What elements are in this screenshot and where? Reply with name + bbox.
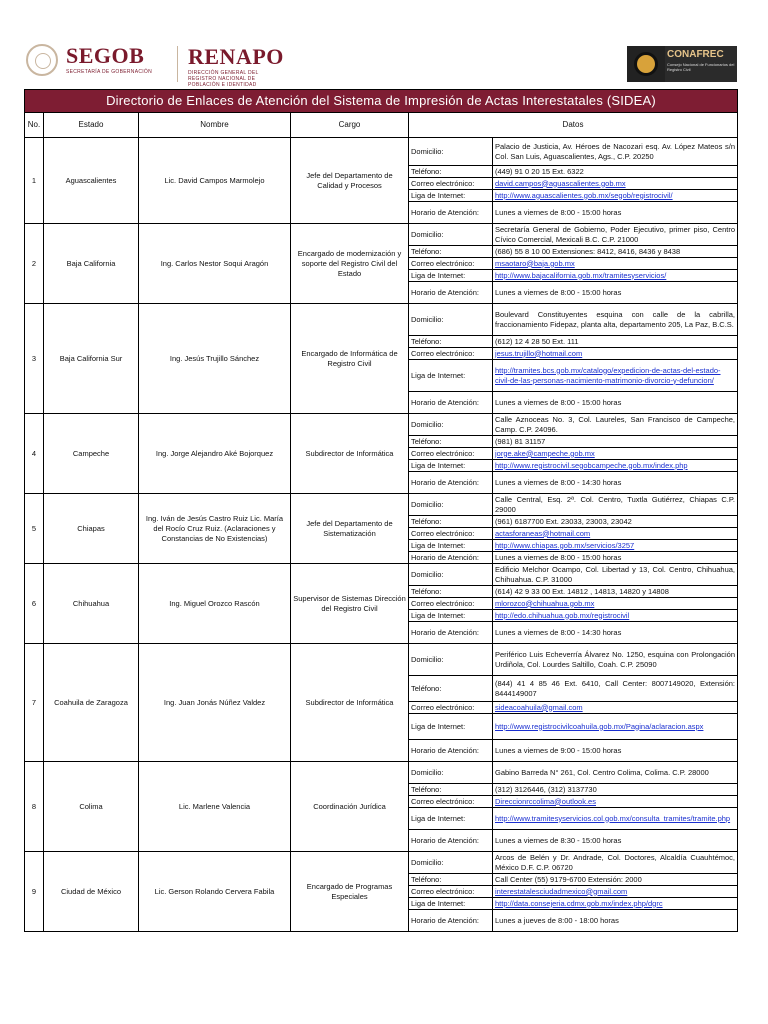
domicilio-value: Arcos de Belén y Dr. Andrade, Col. Doctores, Alcaldía Cuauhtémoc, México D.F. C.P. 06720 xyxy=(493,852,738,874)
telefono-label: Teléfono: xyxy=(409,784,493,796)
correo-label: Correo electrónico: xyxy=(409,702,493,714)
role-cell: Jefe del Departamento de Calidad y Procesos xyxy=(291,138,409,224)
table-row xyxy=(25,304,738,336)
domicilio-label: Domicilio: xyxy=(409,138,493,166)
table-row xyxy=(25,224,738,246)
domicilio-value: Boulevard Constituyentes esquina con calle de la cabrilla, fraccionamiento Fidepaz, planta alta, departamento 205, La Paz, B.C.S. xyxy=(493,304,738,336)
correo-label: Correo electrónico: xyxy=(409,178,493,190)
website-link[interactable]: http://data.consejeria.cdmx.gob.mx/index.php/dgrc xyxy=(495,898,663,908)
telefono-label: Teléfono: xyxy=(409,246,493,258)
telefono-label: Teléfono: xyxy=(409,586,493,598)
website-link[interactable]: http://www.registrocivil.segobcampeche.gob.mx/index.php xyxy=(495,460,688,470)
row-number: 8 xyxy=(25,762,44,852)
telefono-value: (844) 41 4 85 46 Ext. 6410, Call Center: 8007149020, Extensión: 8444149007 xyxy=(493,676,738,702)
telefono-value: (612) 12 4 28 50 Ext. 111 xyxy=(493,336,738,348)
domicilio-label: Domicilio: xyxy=(409,644,493,676)
domicilio-label: Domicilio: xyxy=(409,852,493,874)
telefono-value: (686) 55 8 10 00 Extensiones: 8412, 8416, 8436 y 8438 xyxy=(493,246,738,258)
conafrec-name: CONAFREC xyxy=(667,49,724,60)
table-row xyxy=(25,762,738,784)
state-cell: Baja California Sur xyxy=(44,304,139,414)
table-row xyxy=(25,138,738,166)
horario-label: Horario de Atención: xyxy=(409,392,493,414)
table-body xyxy=(25,138,738,932)
horario-label: Horario de Atención: xyxy=(409,282,493,304)
domicilio-label: Domicilio: xyxy=(409,414,493,436)
email-link[interactable]: actasforaneas@hotmail.com xyxy=(495,528,591,538)
email-link[interactable]: mlorozco@chihuahua.gob.mx xyxy=(495,598,595,608)
name-cell: Lic. Gerson Rolando Cervera Fabila xyxy=(139,852,291,932)
correo-value xyxy=(493,886,738,898)
correo-value xyxy=(493,178,738,190)
liga-label: Liga de Internet: xyxy=(409,808,493,830)
telefono-value: (961) 6187700 Ext. 23033, 23003, 23042 xyxy=(493,516,738,528)
column-header-no: No. xyxy=(25,113,44,138)
row-number: 2 xyxy=(25,224,44,304)
telefono-label: Teléfono: xyxy=(409,676,493,702)
domicilio-label: Domicilio: xyxy=(409,304,493,336)
horario-value: Lunes a viernes de 8:00 - 14:30 horas xyxy=(493,622,738,644)
telefono-label: Teléfono: xyxy=(409,874,493,886)
role-cell: Subdirector de Informática xyxy=(291,414,409,494)
horario-label: Horario de Atención: xyxy=(409,552,493,564)
row-number: 4 xyxy=(25,414,44,494)
conafrec-subtitle: Consejo Nacional de Funcionarios del Registro Civil xyxy=(667,62,735,72)
website-link[interactable]: http://www.tramitesyservicios.col.gob.mx/consulta_tramites/tramite.php xyxy=(495,813,731,823)
state-cell: Aguascalientes xyxy=(44,138,139,224)
renapo-subtitle: DIRECCIÓN GENERAL DEL REGISTRO NACIONAL DE POBLACIÓN E IDENTIDAD xyxy=(188,70,259,88)
liga-label: Liga de Internet: xyxy=(409,898,493,910)
liga-value xyxy=(493,610,738,622)
correo-label: Correo electrónico: xyxy=(409,258,493,270)
liga-value xyxy=(493,540,738,552)
liga-value xyxy=(493,360,738,392)
role-cell: Jefe del Departamento de Sistematización xyxy=(291,494,409,564)
correo-value xyxy=(493,258,738,270)
directory-table xyxy=(24,89,738,932)
website-link[interactable]: http://www.bajacalifornia.gob.mx/tramitesyservicios/ xyxy=(495,270,667,280)
name-cell: Ing. Jesús Trujillo Sánchez xyxy=(139,304,291,414)
email-link[interactable]: sideacoahuila@gmail.com xyxy=(495,702,583,712)
row-number: 1 xyxy=(25,138,44,224)
telefono-value: (614) 42 9 33 00 Ext. 14812 , 14813, 14820 y 14808 xyxy=(493,586,738,598)
liga-label: Liga de Internet: xyxy=(409,460,493,472)
liga-value xyxy=(493,460,738,472)
domicilio-value: Gabino Barreda N° 261, Col. Centro Colima, Colima. C.P. 28000 xyxy=(493,762,738,784)
name-cell: Lic. David Campos Marmolejo xyxy=(139,138,291,224)
horario-value: Lunes a viernes de 8:00 - 15:00 horas xyxy=(493,202,738,224)
correo-value xyxy=(493,348,738,360)
email-link[interactable]: jorge.ake@campeche.gob.mx xyxy=(495,448,595,458)
table-row xyxy=(25,644,738,676)
telefono-value: Call Center (55) 9179-6700 Extensión: 2000 xyxy=(493,874,738,886)
role-cell: Encargado de modernización y soporte del Registro Civil del Estado xyxy=(291,224,409,304)
table-title: Directorio de Enlaces de Atención del Sistema de Impresión de Actas Interestatales (SIDEA) xyxy=(25,90,738,113)
role-cell: Encargado de Programas Especiales xyxy=(291,852,409,932)
name-cell: Ing. Juan Jonás Núñez Valdez xyxy=(139,644,291,762)
row-number: 5 xyxy=(25,494,44,564)
liga-value xyxy=(493,190,738,202)
state-cell: Chihuahua xyxy=(44,564,139,644)
telefono-label: Teléfono: xyxy=(409,166,493,178)
website-link[interactable]: http://www.registrocivilcoahuila.gob.mx/Pagina/aclaracion.aspx xyxy=(495,721,704,731)
email-link[interactable]: msaotaro@baja.gob.mx xyxy=(495,258,575,268)
horario-value: Lunes a viernes de 8:30 - 15:00 horas xyxy=(493,830,738,852)
email-link[interactable]: david.campos@aguascalientes.gob.mx xyxy=(495,178,626,188)
website-link[interactable]: http://edo.chihuahua.gob.mx/registrocivil xyxy=(495,610,630,620)
state-cell: Chiapas xyxy=(44,494,139,564)
telefono-label: Teléfono: xyxy=(409,336,493,348)
name-cell: Ing. Miguel Orozco Rascón xyxy=(139,564,291,644)
telefono-value: (449) 91 0 20 15 Ext. 6322 xyxy=(493,166,738,178)
row-number: 9 xyxy=(25,852,44,932)
state-cell: Campeche xyxy=(44,414,139,494)
liga-label: Liga de Internet: xyxy=(409,610,493,622)
horario-value: Lunes a viernes de 8:00 - 14:30 horas xyxy=(493,472,738,494)
name-cell: Ing. Iván de Jesús Castro Ruiz Lic. María del Rocío Cruz Ruiz. (Aclaraciones y Constancias de No Existencias) xyxy=(139,494,291,564)
national-seal-icon xyxy=(26,44,58,76)
domicilio-label: Domicilio: xyxy=(409,494,493,516)
correo-label: Correo electrónico: xyxy=(409,796,493,808)
liga-label: Liga de Internet: xyxy=(409,190,493,202)
logo-divider xyxy=(177,46,178,82)
correo-label: Correo electrónico: xyxy=(409,598,493,610)
row-number: 3 xyxy=(25,304,44,414)
horario-value: Lunes a jueves de 8:00 - 18:00 horas xyxy=(493,910,738,932)
horario-label: Horario de Atención: xyxy=(409,202,493,224)
column-header-estado: Estado xyxy=(44,113,139,138)
table-row xyxy=(25,414,738,436)
segob-subtitle: SECRETARÍA DE GOBERNACIÓN xyxy=(66,69,153,75)
telefono-value: (981) 81 31157 xyxy=(493,436,738,448)
role-cell: Supervisor de Sistemas Dirección del Registro Civil xyxy=(291,564,409,644)
liga-label: Liga de Internet: xyxy=(409,360,493,392)
state-cell: Colima xyxy=(44,762,139,852)
table-row xyxy=(25,564,738,586)
name-cell: Lic. Marlene Valencia xyxy=(139,762,291,852)
website-link[interactable]: http://www.chiapas.gob.mx/servicios/3257 xyxy=(495,540,635,550)
correo-label: Correo electrónico: xyxy=(409,528,493,540)
telefono-label: Teléfono: xyxy=(409,516,493,528)
header-logos xyxy=(0,0,768,88)
domicilio-label: Domicilio: xyxy=(409,564,493,586)
liga-label: Liga de Internet: xyxy=(409,270,493,282)
role-cell: Encargado de Informática de Registro Civil xyxy=(291,304,409,414)
horario-label: Horario de Atención: xyxy=(409,830,493,852)
horario-label: Horario de Atención: xyxy=(409,740,493,762)
segob-name: SEGOB xyxy=(66,43,145,68)
domicilio-value: Calle Aznoceas No. 3, Col. Laureles, San Francisco de Campeche, Camp. C.P. 24096. xyxy=(493,414,738,436)
email-link[interactable]: Direccionrccolima@outlook.es xyxy=(495,796,596,806)
role-cell: Subdirector de Informática xyxy=(291,644,409,762)
liga-value xyxy=(493,714,738,740)
horario-label: Horario de Atención: xyxy=(409,910,493,932)
domicilio-label: Domicilio: xyxy=(409,224,493,246)
column-header-cargo: Cargo xyxy=(291,113,409,138)
domicilio-value: Calle Central, Esq. 2ª. Col. Centro, Tuxtla Gutiérrez, Chiapas C.P. 29000 xyxy=(493,494,738,516)
email-link[interactable]: jesus.trujillo@hotmail.com xyxy=(495,348,583,358)
state-cell: Baja California xyxy=(44,224,139,304)
liga-value xyxy=(493,270,738,282)
conafrec-logo xyxy=(627,45,737,83)
table-row xyxy=(25,852,738,874)
correo-value xyxy=(493,448,738,460)
telefono-label: Teléfono: xyxy=(409,436,493,448)
horario-value: Lunes a viernes de 8:00 - 15:00 horas xyxy=(493,392,738,414)
correo-value xyxy=(493,598,738,610)
row-number: 6 xyxy=(25,564,44,644)
correo-value xyxy=(493,702,738,714)
correo-label: Correo electrónico: xyxy=(409,348,493,360)
domicilio-value: Secretaría General de Gobierno, Poder Ejecutivo, primer piso, Centro Cívico Comercial, Mexicali B.C. C.P. 21000 xyxy=(493,224,738,246)
liga-value xyxy=(493,808,738,830)
table-row xyxy=(25,494,738,516)
column-header-datos: Datos xyxy=(409,113,738,138)
website-link[interactable]: http://tramites.bcs.gob.mx/catalogo/expedicion-de-actas-del-estado-civil-de-las-personas-nacimiento-matrimonio-divorcio-y-defuncion/ xyxy=(495,365,721,385)
renapo-name: RENAPO xyxy=(188,44,284,69)
liga-value xyxy=(493,898,738,910)
domicilio-value: Edificio Melchor Ocampo, Col. Libertad y 13, Col. Centro, Chihuahua, Chihuahua. C.P. 31000 xyxy=(493,564,738,586)
liga-label: Liga de Internet: xyxy=(409,540,493,552)
column-header-nombre: Nombre xyxy=(139,113,291,138)
horario-value: Lunes a viernes de 9:00 - 15:00 horas xyxy=(493,740,738,762)
segob-logo xyxy=(26,44,152,76)
row-number: 7 xyxy=(25,644,44,762)
role-cell: Coordinación Jurídica xyxy=(291,762,409,852)
correo-value xyxy=(493,796,738,808)
domicilio-value: Palacio de Justicia, Av. Héroes de Nacozari esq. Av. López Mateos s/n Col. San Luis, Aguascalientes, Ags., C.P. 20250 xyxy=(493,138,738,166)
name-cell: Ing. Carlos Nestor Soqui Aragón xyxy=(139,224,291,304)
correo-label: Correo electrónico: xyxy=(409,448,493,460)
conafrec-emblem-icon xyxy=(627,46,665,82)
name-cell: Ing. Jorge Alejandro Aké Bojorquez xyxy=(139,414,291,494)
renapo-logo xyxy=(188,46,288,88)
correo-value xyxy=(493,528,738,540)
domicilio-value: Periférico Luis Echeverría Álvarez No. 1250, esquina con Prolongación Urdiñola, Col. Lourdes Saltillo, Coah. C.P. 25090 xyxy=(493,644,738,676)
email-link[interactable]: interestatalesciudadmexico@gmail.com xyxy=(495,886,628,896)
domicilio-label: Domicilio: xyxy=(409,762,493,784)
horario-label: Horario de Atención: xyxy=(409,472,493,494)
state-cell: Ciudad de México xyxy=(44,852,139,932)
horario-label: Horario de Atención: xyxy=(409,622,493,644)
state-cell: Coahuila de Zaragoza xyxy=(44,644,139,762)
telefono-value: (312) 3126446, (312) 3137730 xyxy=(493,784,738,796)
liga-label: Liga de Internet: xyxy=(409,714,493,740)
correo-label: Correo electrónico: xyxy=(409,886,493,898)
horario-value: Lunes a viernes de 8:00 - 15:00 horas xyxy=(493,552,738,564)
horario-value: Lunes a viernes de 8:00 - 15:00 horas xyxy=(493,282,738,304)
website-link[interactable]: http://www.aguascalientes.gob.mx/segob/registrocivil/ xyxy=(495,190,673,200)
